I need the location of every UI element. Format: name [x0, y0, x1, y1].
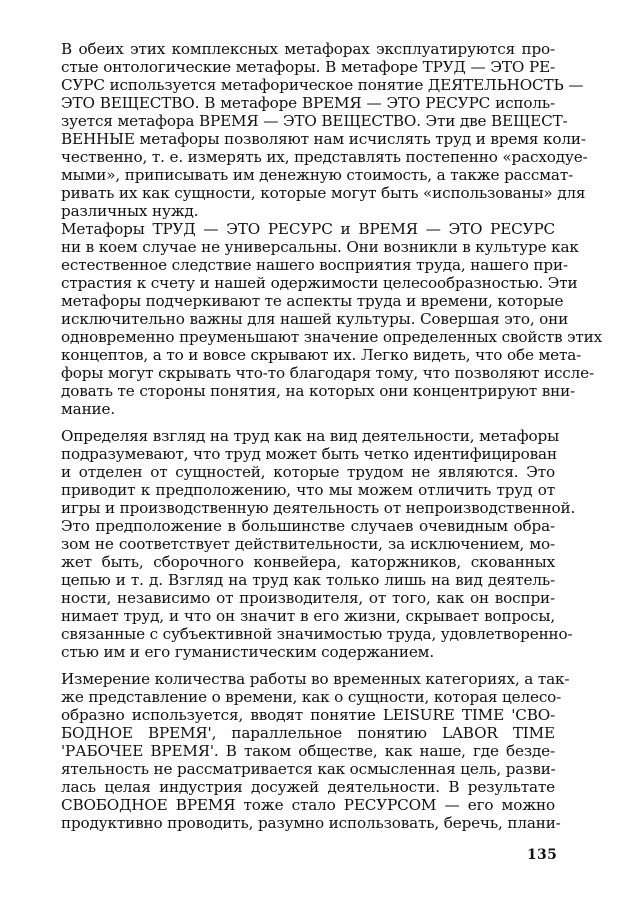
text-line: ни в коем случае не универсальны. Они возникли в культуре как	[61, 238, 579, 256]
text-line: Метафоры ТРУД — ЭТО РЕСУРС и ВРЕМЯ — ЭТО РЕСУРС	[61, 220, 555, 238]
text-line: ности, независимо от производителя, от того, как он воспри-	[61, 589, 555, 607]
text-line: приводит к предположению, что мы можем отличить труд от	[61, 481, 555, 499]
text-line: БОДНОЕ ВРЕМЯ', параллельное понятию LABOR TIME	[61, 724, 555, 742]
text-line: стые онтологические метафоры. В метафоре ТРУД — ЭТО РЕ-	[61, 58, 555, 76]
text-line: подразумевают, что труд может быть четко идентифицирован	[61, 445, 557, 463]
text-line: стью им и его гуманистическим содержанием.	[61, 643, 434, 661]
paragraph-2	[61, 220, 603, 418]
text-line: СУРС используется метафорическое понятие ДЕЯТЕЛЬНОСТЬ —	[61, 76, 584, 94]
text-line: метафоры подчеркивают те аспекты труда и времени, которые	[61, 292, 564, 310]
text-line: жет быть, сборочного конвейера, каторжников, скованных	[61, 553, 555, 571]
paragraph-4	[61, 670, 570, 832]
text-line: мание.	[61, 400, 116, 418]
page-number: 135	[527, 847, 558, 863]
text-line: нимает труд, и что он значит в его жизни, скрывает вопросы,	[61, 607, 555, 625]
text-line: чественно, т. е. измерять их, представлять постепенно «расходуе-	[61, 148, 588, 166]
text-line: зуется метафора ВРЕМЯ — ЭТО ВЕЩЕСТВО. Эти две ВЕЩЕСТ-	[61, 112, 568, 130]
text-line: ривать их как сущности, которые могут быть «использованы» для	[61, 184, 586, 202]
text-line: форы могут скрывать что-то благодаря тому, что позволяют иссле-	[61, 364, 594, 382]
text-line: игры и производственную деятельность от непроизводственной.	[61, 499, 576, 517]
text-line: Измерение количества работы во временных категориях, а так-	[61, 670, 570, 688]
text-line: довать те стороны понятия, на которых они концентрируют вни-	[61, 382, 576, 400]
paragraph-1	[61, 40, 588, 220]
text-line: и отделен от сущностей, которые трудом не являются. Это	[61, 463, 555, 481]
text-line: концептов, а то и вовсе скрывают их. Легко видеть, что обе мета-	[61, 346, 582, 364]
text-line: страстия к счету и нашей одержимости целесообразностью. Эти	[61, 274, 578, 292]
text-line: же представление о времени, как о сущности, которая целесо-	[61, 688, 562, 706]
text-line: исключительно важны для нашей культуры. Совершая это, они	[61, 310, 569, 328]
paragraph-gap	[61, 418, 555, 427]
text-line: различных нужд.	[61, 202, 199, 220]
text-line: связанные с субъективной значимостью труда, удовлетворенно-	[61, 625, 573, 643]
text-line: Это предположение в большинстве случаев очевидным обра-	[61, 517, 555, 535]
text-line: ятельность не рассматривается как осмысленная цель, разви-	[61, 760, 556, 778]
paragraph-3	[61, 427, 576, 661]
text-line: продуктивно проводить, разумно использовать, беречь, плани-	[61, 814, 561, 832]
text-line: СВОБОДНОЕ ВРЕМЯ тоже стало РЕСУРСОМ — его можно	[61, 796, 555, 814]
text-line: Определяя взгляд на труд как на вид деятельности, метафоры	[61, 427, 560, 445]
page-body	[61, 40, 603, 832]
paragraph-gap	[61, 661, 555, 670]
text-line: 'РАБОЧЕЕ ВРЕМЯ'. В таком обществе, как наше, где безде-	[61, 742, 555, 760]
text-line: В обеих этих комплексных метафорах эксплуатируются про-	[61, 40, 555, 58]
text-line: ЭТО ВЕЩЕСТВО. В метафоре ВРЕМЯ — ЭТО РЕСУРС исполь-	[61, 94, 555, 112]
text-line: лась целая индустрия досужей деятельности. В результате	[61, 778, 555, 796]
text-line: мыми», приписывать им денежную стоимость, а также рассмат-	[61, 166, 574, 184]
text-line: ВЕННЫЕ метафоры позволяют нам исчислять труд и время коли-	[61, 130, 586, 148]
text-line: цепью и т. д. Взгляд на труд как только лишь на вид деятель-	[61, 571, 555, 589]
text-line: образно используется, вводят понятие LEISURE TIME 'СВО-	[61, 706, 555, 724]
text-line: одновременно преуменьшают значение определенных свойств этих	[61, 328, 603, 346]
text-line: зом не соответствует действительности, за исключением, мо-	[61, 535, 555, 553]
text-line: естественное следствие нашего восприятия труда, нашего при-	[61, 256, 568, 274]
